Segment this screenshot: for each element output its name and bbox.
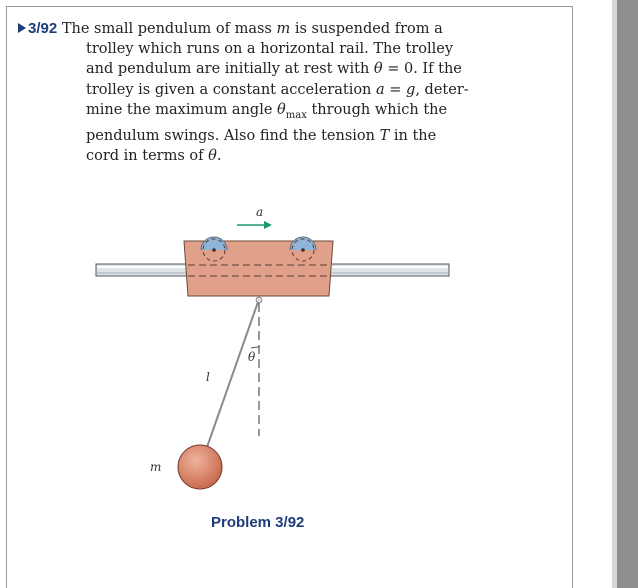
problem-line-4: trolley is given a constant acceleration a = g, deter- (86, 81, 469, 98)
acceleration-label: a (256, 205, 264, 219)
length-label: l (206, 370, 210, 384)
problem-line-5: mine the maximum angle $\theta_{max}$ through which the (86, 101, 448, 121)
problem-line-2: trolley which runs on a horizontal rail. The trolley (86, 41, 454, 58)
pendulum-bob (178, 445, 222, 489)
pendulum-cord (206, 302, 258, 450)
problem-line-3: and pendulum are initially at rest with θ = 0. If the (86, 61, 462, 78)
acceleration-arrow (237, 221, 272, 229)
angle-label: θ (248, 350, 256, 364)
trolley (184, 237, 333, 303)
angle-arc (251, 347, 259, 348)
problem-line-7: cord in terms of θ. (86, 148, 222, 165)
problem-number: 3/92 (28, 20, 58, 37)
problem-line-6: pendulum swings. Also find the tension T in the (86, 127, 437, 144)
problem-line-1: The small pendulum of mass m is suspended from a (61, 21, 443, 37)
mass-label: m (150, 460, 162, 474)
figure-caption: Problem 3/92 (211, 514, 305, 531)
